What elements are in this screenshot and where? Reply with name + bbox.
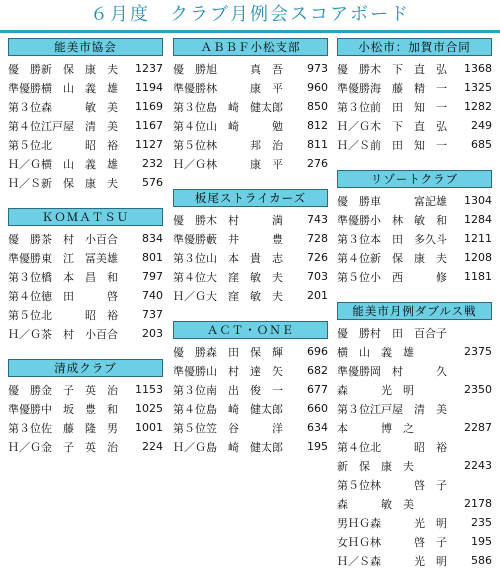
- player-name: 林 啓 子: [370, 478, 447, 492]
- score-row: [337, 342, 492, 361]
- rank-label: 優 勝: [337, 326, 370, 340]
- player-name: 橋 本 昌 和: [41, 270, 118, 284]
- player-name: 林 邦 治: [206, 138, 283, 152]
- score-value: 660: [307, 402, 328, 415]
- rank-label: 第３位: [337, 402, 370, 416]
- rank-label: 第３位: [337, 232, 370, 246]
- score-row: [8, 305, 163, 324]
- section-seisei: [8, 359, 163, 456]
- score-value: 797: [142, 270, 163, 283]
- score-row: [173, 210, 328, 229]
- score-value: 1237: [135, 62, 163, 75]
- score-row: [8, 418, 163, 437]
- score-value: 677: [307, 383, 328, 396]
- column-left: [8, 38, 163, 472]
- player-name: 海 藤 精 一: [370, 81, 447, 95]
- player-name: 徳 田 啓: [41, 289, 118, 303]
- section-nomi: [8, 38, 163, 192]
- rank-label: 女ＨＧ: [337, 535, 370, 549]
- player-name: 林 啓 子: [370, 535, 447, 549]
- player-name: 茶 村 小百合: [41, 232, 118, 246]
- section-header: 清成クラブ: [8, 359, 163, 377]
- section-header: 板尾ストライカーズ: [173, 189, 328, 207]
- player-name: 山 本 貴 志: [206, 251, 283, 265]
- score-value: 586: [471, 554, 492, 567]
- player-name: 藪 井 豊: [206, 232, 283, 246]
- player-name: 木 下 直 弘: [370, 119, 447, 133]
- score-row: [173, 116, 328, 135]
- score-row: [337, 59, 492, 78]
- score-row: [173, 399, 328, 418]
- player-name: 森 敏 美: [337, 497, 414, 511]
- rank-label: 優 勝: [173, 213, 206, 227]
- score-row: [8, 78, 163, 97]
- score-value: 201: [307, 289, 328, 302]
- rank-label: Ｈ／Ｇ: [8, 327, 41, 341]
- rank-label: 優 勝: [8, 62, 41, 76]
- score-value: 1284: [464, 213, 492, 226]
- rank-label: 準優勝: [337, 213, 370, 227]
- rank-label: 第３位: [8, 270, 41, 284]
- score-row: [8, 267, 163, 286]
- score-row: [337, 78, 492, 97]
- score-value: 276: [307, 157, 328, 170]
- player-name: 中 坂 豊 和: [41, 402, 118, 416]
- player-name: 本 博 之: [337, 421, 414, 435]
- score-row: [8, 380, 163, 399]
- score-row: [8, 324, 163, 343]
- score-row: [173, 229, 328, 248]
- score-row: [173, 267, 328, 286]
- player-name: 江戸屋 清 美: [41, 119, 118, 133]
- score-row: [173, 418, 328, 437]
- score-row: [337, 361, 492, 380]
- section-komatsu-kaga: [337, 38, 492, 154]
- score-value: 960: [307, 81, 328, 94]
- rank-label: Ｈ／Ｓ: [337, 554, 370, 568]
- player-name: 北 昭 裕: [41, 138, 118, 152]
- player-name: 北 昭 裕: [41, 308, 118, 322]
- score-row: [8, 154, 163, 173]
- rank-label: 第４位: [8, 119, 41, 133]
- score-row: [173, 97, 328, 116]
- score-value: 1368: [464, 62, 492, 75]
- score-row: [8, 173, 163, 192]
- score-value: 634: [307, 421, 328, 434]
- section-komatsu: [8, 208, 163, 343]
- score-row: [173, 361, 328, 380]
- player-name: 大 窪 敏 夫: [206, 289, 283, 303]
- score-value: 740: [142, 289, 163, 302]
- rank-label: 男ＨＧ: [337, 516, 370, 530]
- player-name: 佐 藤 隆 男: [41, 421, 118, 435]
- player-name: 森 田 保 輝: [206, 345, 283, 359]
- rank-label: 第４位: [173, 119, 206, 133]
- score-row: [337, 323, 492, 342]
- player-name: 森 光 明: [370, 516, 447, 530]
- score-value: 834: [142, 232, 163, 245]
- rank-label: 第５位: [8, 308, 41, 322]
- rank-label: 第３位: [337, 100, 370, 114]
- score-row: [337, 135, 492, 154]
- score-row: [337, 475, 492, 494]
- section-doubles: [337, 302, 492, 570]
- score-row: [337, 210, 492, 229]
- rank-label: 第５位: [337, 478, 370, 492]
- player-name: 山 村 達 矢: [206, 364, 283, 378]
- player-name: 島 崎 健太郎: [206, 440, 283, 454]
- rank-label: 優 勝: [173, 62, 206, 76]
- section-header: 能美市協会: [8, 38, 163, 56]
- player-name: 車 富記雄: [370, 194, 447, 208]
- rank-label: Ｈ／Ｓ: [337, 138, 370, 152]
- score-value: 1181: [464, 270, 492, 283]
- player-name: 茶 村 小百合: [41, 327, 118, 341]
- score-row: [8, 229, 163, 248]
- section-resort: [337, 170, 492, 286]
- score-value: 1194: [135, 81, 163, 94]
- score-row: [337, 191, 492, 210]
- score-row: [8, 135, 163, 154]
- player-name: 南 出 俊 一: [206, 383, 283, 397]
- rank-label: 準優勝: [8, 251, 41, 265]
- score-row: [337, 229, 492, 248]
- rank-label: 準優勝: [337, 364, 370, 378]
- rank-label: 第３位: [173, 100, 206, 114]
- score-row: [337, 437, 492, 456]
- rank-label: 第４位: [173, 270, 206, 284]
- rank-label: 優 勝: [173, 345, 206, 359]
- score-value: 682: [307, 364, 328, 377]
- score-value: 696: [307, 345, 328, 358]
- score-row: [337, 551, 492, 570]
- score-row: [337, 97, 492, 116]
- player-name: 笠 谷 洋: [206, 421, 283, 435]
- score-value: 1282: [464, 100, 492, 113]
- player-name: 木 下 直 弘: [370, 62, 447, 76]
- player-name: 森 敏 美: [41, 100, 118, 114]
- score-value: 1153: [135, 383, 163, 396]
- rank-label: 第５位: [337, 270, 370, 284]
- player-name: 大 窪 敏 夫: [206, 270, 283, 284]
- score-row: [173, 437, 328, 456]
- section-header: ＡＣＴ・ＯＮＥ: [173, 321, 328, 339]
- rank-label: 第５位: [8, 138, 41, 152]
- rank-label: Ｈ／Ｇ: [173, 440, 206, 454]
- score-row: [8, 59, 163, 78]
- rank-label: 準優勝: [8, 402, 41, 416]
- rank-label: Ｈ／Ｇ: [8, 157, 41, 171]
- score-value: 1167: [135, 119, 163, 132]
- rank-label: 準優勝: [173, 81, 206, 95]
- rank-label: 準優勝: [337, 81, 370, 95]
- score-row: [337, 399, 492, 418]
- column-right: [337, 38, 492, 586]
- section-header: リゾートクラブ: [337, 170, 492, 188]
- section-header: ＫＯＭＡＴＳＵ: [8, 208, 163, 226]
- section-header: 能美市月例ダブルス戦: [337, 302, 492, 320]
- score-value: 801: [142, 251, 163, 264]
- score-row: [337, 267, 492, 286]
- rank-label: 準優勝: [173, 364, 206, 378]
- player-name: 林 康 平: [206, 157, 283, 171]
- section-actone: [173, 321, 328, 456]
- score-value: 737: [142, 308, 163, 321]
- rank-label: 第４位: [8, 289, 41, 303]
- player-name: 新 保 康 夫: [41, 62, 118, 76]
- player-name: 林 康 平: [206, 81, 283, 95]
- score-row: [173, 248, 328, 267]
- rank-label: Ｈ／Ｇ: [173, 157, 206, 171]
- score-value: 224: [142, 440, 163, 453]
- player-name: 岡 村 久: [370, 364, 447, 378]
- rank-label: Ｈ／Ｇ: [173, 289, 206, 303]
- score-value: 1169: [135, 100, 163, 113]
- score-value: 195: [471, 535, 492, 548]
- score-value: 2243: [464, 459, 492, 472]
- page-title: ６月度 クラブ月例会スコアボード: [0, 0, 500, 33]
- score-row: [337, 456, 492, 475]
- rank-label: Ｈ／Ｓ: [8, 176, 41, 190]
- section-header: ＡＢＢＦ小松支部: [173, 38, 328, 56]
- player-name: 横 山 義 雄: [337, 345, 414, 359]
- rank-label: 第４位: [337, 251, 370, 265]
- score-row: [8, 437, 163, 456]
- score-row: [337, 248, 492, 267]
- score-value: 1304: [464, 194, 492, 207]
- score-value: 203: [142, 327, 163, 340]
- score-row: [337, 532, 492, 551]
- score-value: 1211: [464, 232, 492, 245]
- score-row: [8, 97, 163, 116]
- player-name: 本 田 多久斗: [370, 232, 447, 246]
- player-name: 新 保 康 夫: [41, 176, 118, 190]
- rank-label: 準優勝: [173, 232, 206, 246]
- player-name: 森 光 明: [337, 383, 414, 397]
- player-name: 新 保 康 夫: [337, 459, 414, 473]
- player-name: 木 村 満: [206, 213, 283, 227]
- score-row: [173, 154, 328, 173]
- player-name: 旭 真 吾: [206, 62, 283, 76]
- score-value: 2375: [464, 345, 492, 358]
- section-header: 小松市：加賀市合同: [337, 38, 492, 56]
- player-name: 江戸屋 清 美: [370, 402, 447, 416]
- player-name: 山 崎 勉: [206, 119, 283, 133]
- score-value: 2350: [464, 383, 492, 396]
- score-value: 743: [307, 213, 328, 226]
- score-value: 1001: [135, 421, 163, 434]
- score-value: 249: [471, 119, 492, 132]
- rank-label: 第５位: [173, 421, 206, 435]
- score-value: 850: [307, 100, 328, 113]
- rank-label: Ｈ／Ｇ: [8, 440, 41, 454]
- score-value: 195: [307, 440, 328, 453]
- score-value: 1208: [464, 251, 492, 264]
- score-row: [337, 418, 492, 437]
- score-value: 2178: [464, 497, 492, 510]
- rank-label: 優 勝: [8, 383, 41, 397]
- player-name: 小 西 修: [370, 270, 447, 284]
- rank-label: 第３位: [8, 421, 41, 435]
- rank-label: 優 勝: [8, 232, 41, 246]
- player-name: 横 山 義 雄: [41, 81, 118, 95]
- score-row: [173, 380, 328, 399]
- score-value: 728: [307, 232, 328, 245]
- score-value: 973: [307, 62, 328, 75]
- rank-label: 準優勝: [8, 81, 41, 95]
- player-name: 東 江 冨美雄: [41, 251, 118, 265]
- score-row: [173, 342, 328, 361]
- column-center: [173, 38, 328, 472]
- section-itao: [173, 189, 328, 305]
- player-name: 横 山 義 雄: [41, 157, 118, 171]
- rank-label: Ｈ／Ｇ: [337, 119, 370, 133]
- player-name: 島 崎 健太郎: [206, 100, 283, 114]
- score-row: [173, 286, 328, 305]
- player-name: 小 林 敏 和: [370, 213, 447, 227]
- player-name: 前 田 知 一: [370, 138, 447, 152]
- player-name: 森 光 明: [370, 554, 447, 568]
- player-name: 島 崎 健太郎: [206, 402, 283, 416]
- score-row: [337, 494, 492, 513]
- section-abbf: [173, 38, 328, 173]
- score-value: 685: [471, 138, 492, 151]
- score-row: [8, 248, 163, 267]
- score-row: [337, 116, 492, 135]
- player-name: 前 田 知 一: [370, 100, 447, 114]
- rank-label: 第３位: [173, 251, 206, 265]
- score-row: [8, 399, 163, 418]
- score-value: 1127: [135, 138, 163, 151]
- score-row: [173, 59, 328, 78]
- rank-label: 第３位: [8, 100, 41, 114]
- score-value: 811: [307, 138, 328, 151]
- score-row: [8, 116, 163, 135]
- score-value: 232: [142, 157, 163, 170]
- player-name: 金 子 英 治: [41, 440, 118, 454]
- score-value: 235: [471, 516, 492, 529]
- rank-label: 優 勝: [337, 62, 370, 76]
- player-name: 金 子 英 治: [41, 383, 118, 397]
- rank-label: 第４位: [173, 402, 206, 416]
- score-value: 576: [142, 176, 163, 189]
- score-row: [8, 286, 163, 305]
- player-name: 村 田 百合子: [370, 326, 447, 340]
- rank-label: 第５位: [173, 138, 206, 152]
- score-row: [337, 380, 492, 399]
- rank-label: 優 勝: [337, 194, 370, 208]
- score-value: 726: [307, 251, 328, 264]
- score-value: 1025: [135, 402, 163, 415]
- rank-label: 第４位: [337, 440, 370, 454]
- score-row: [337, 513, 492, 532]
- score-row: [173, 78, 328, 97]
- score-value: 2287: [464, 421, 492, 434]
- rank-label: 第３位: [173, 383, 206, 397]
- player-name: 新 保 康 夫: [370, 251, 447, 265]
- score-value: 703: [307, 270, 328, 283]
- score-value: 812: [307, 119, 328, 132]
- score-value: 1325: [464, 81, 492, 94]
- player-name: 北 昭 裕: [370, 440, 447, 454]
- score-row: [173, 135, 328, 154]
